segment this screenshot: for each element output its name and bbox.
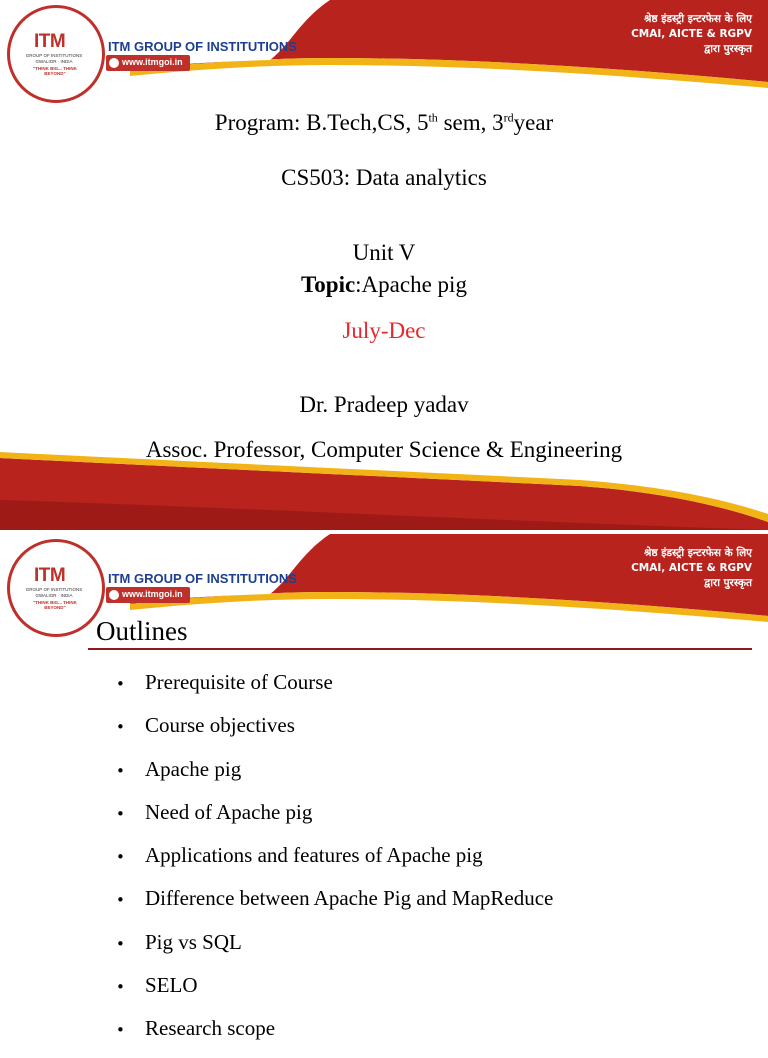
outline-item-text: Apache pig xyxy=(145,756,242,781)
outline-item-text: Pig vs SQL xyxy=(145,929,242,954)
author-line: Dr. Pradeep yadav xyxy=(299,392,469,417)
award-line-1: श्रेष्ठ इंडस्ट्री इन्टरफेस के लिए xyxy=(643,547,752,559)
logo-itm-text: ITM xyxy=(34,31,66,52)
website-link[interactable]: www.itmgoi.in xyxy=(122,57,183,67)
topic-value: :Apache pig xyxy=(355,272,467,297)
website-link[interactable]: www.itmgoi.in xyxy=(122,589,183,599)
outline-item xyxy=(116,1014,553,1057)
session-line: July-Dec xyxy=(342,318,426,343)
globe-icon xyxy=(109,590,119,600)
outline-list xyxy=(116,668,553,1058)
outline-item-text: Applications and features of Apache pig xyxy=(145,843,483,868)
program-suffix: year xyxy=(513,110,554,135)
outline-item xyxy=(116,841,553,884)
globe-icon xyxy=(109,58,119,68)
award-line-2: CMAI, AICTE & RGPV xyxy=(631,562,752,574)
outline-item-text: Need of Apache pig xyxy=(145,799,313,824)
group-name: ITM GROUP OF INSTITUTIONS xyxy=(108,39,297,54)
bullet-icon: • xyxy=(116,761,125,780)
group-name: ITM GROUP OF INSTITUTIONS xyxy=(108,571,297,586)
outline-item xyxy=(116,711,553,754)
logo-subtext: GROUP OF INSTITUTIONS xyxy=(25,587,83,592)
outline-item xyxy=(116,928,553,971)
topic-line xyxy=(0,272,768,298)
program-mid: sem, 3 xyxy=(437,110,504,135)
topic-label: Topic xyxy=(301,272,356,297)
outline-item xyxy=(116,971,553,1014)
designation-line: Assoc. Professor, Computer Science & Engineering xyxy=(145,437,623,462)
outline-item xyxy=(116,798,553,841)
program-prefix: Program: B.Tech,CS, 5 xyxy=(214,110,429,135)
outline-item-text: Research scope xyxy=(145,1016,276,1041)
logo-tagline: "THINK BIG... THINK BEYOND" xyxy=(33,66,77,76)
unit-line: Unit V xyxy=(352,240,416,265)
award-line-3: द्वारा पुरस्कृत xyxy=(704,577,752,589)
logo-itm-text: ITM xyxy=(34,565,66,586)
title-underline xyxy=(88,648,752,650)
outline-title: Outlines xyxy=(96,616,188,646)
award-line-2: CMAI, AICTE & RGPV xyxy=(631,28,752,40)
logo-subtext-2: GWALIOR · INDIA xyxy=(35,593,73,598)
bullet-icon: • xyxy=(116,934,125,953)
outline-item xyxy=(116,884,553,927)
bullet-icon: • xyxy=(116,891,125,910)
outline-item-text: SELO xyxy=(145,973,198,998)
bullet-icon: • xyxy=(116,804,125,823)
outline-item-text: Course objectives xyxy=(145,713,295,738)
bullet-icon: • xyxy=(116,675,125,693)
program-line xyxy=(0,110,768,136)
outline-item xyxy=(116,755,553,798)
outline-slide xyxy=(0,534,768,1041)
outline-item-text: Difference between Apache Pig and MapReduce xyxy=(145,886,554,911)
program-sup-th: th xyxy=(428,110,438,125)
program-sup-rd: rd xyxy=(503,110,514,125)
outline-item-text: Prerequisite of Course xyxy=(145,670,333,694)
bullet-icon: • xyxy=(116,1021,125,1040)
outline-item xyxy=(116,668,553,711)
award-line-1: श्रेष्ठ इंडस्ट्री इन्टरफेस के लिए xyxy=(643,13,752,25)
award-line-3: द्वारा पुरस्कृत xyxy=(704,43,752,55)
bullet-icon: • xyxy=(116,848,125,867)
bullet-icon: • xyxy=(116,718,125,737)
bullet-icon: • xyxy=(116,978,125,997)
logo-subtext: GROUP OF INSTITUTIONS xyxy=(25,53,83,58)
logo-tagline: "THINK BIG... THINK BEYOND" xyxy=(33,600,77,610)
course-line: CS503: Data analytics xyxy=(281,165,487,190)
logo-subtext-2: GWALIOR · INDIA xyxy=(35,59,73,64)
